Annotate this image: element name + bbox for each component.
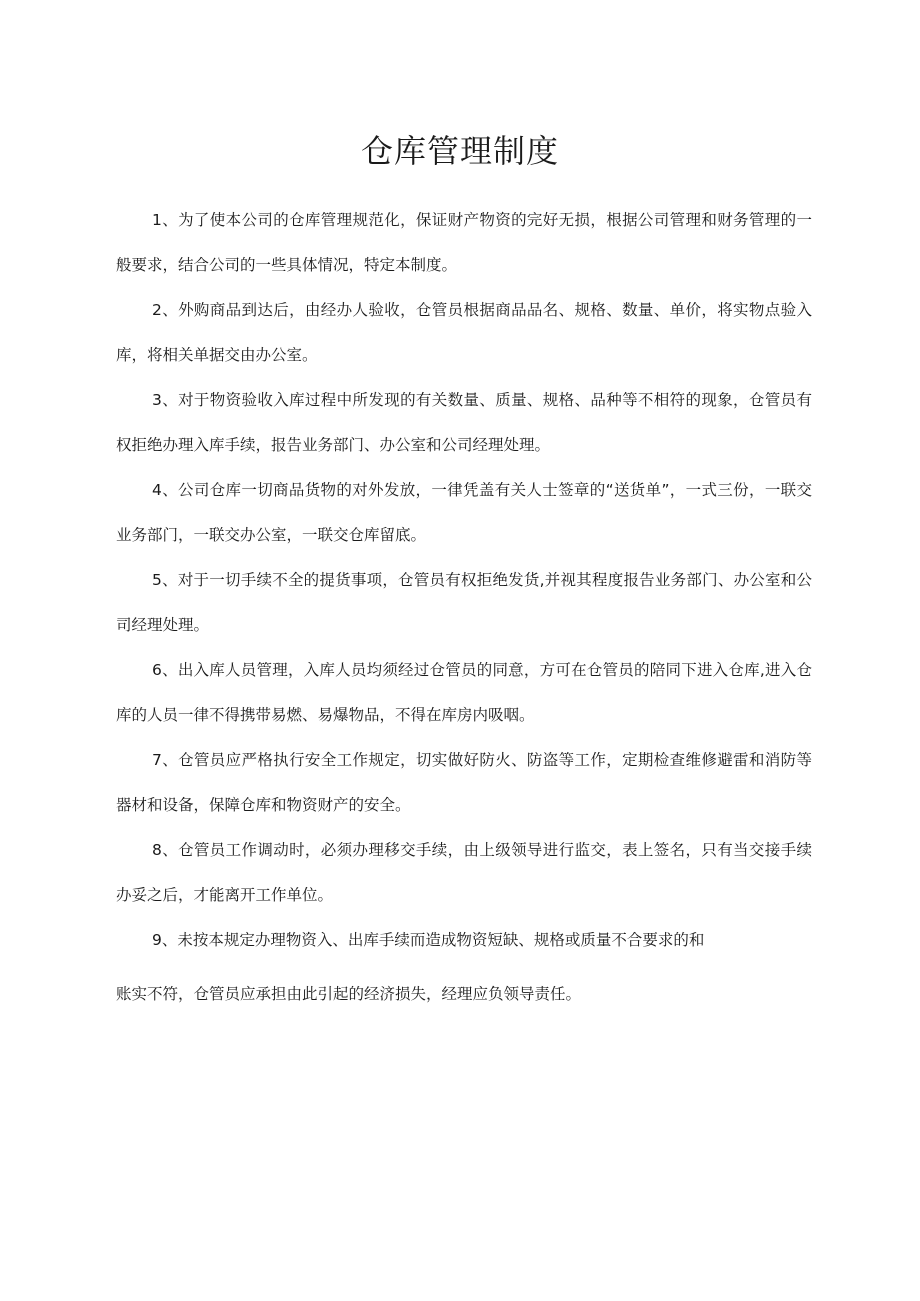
- clause-6: 6、出入库人员管理，入库人员均须经过仓管员的同意，方可在仓管员的陪同下进入仓库,进入仓库的人员一律不得携带易燃、易爆物品，不得在库房内吸咽。: [116, 661, 812, 724]
- clause-1: 1、为了使本公司的仓库管理规范化，保证财产物资的完好无损，根据公司管理和财务管理的一般要求，结合公司的一些具体情况，特定本制度。: [116, 211, 812, 274]
- clause-3: 3、对于物资验收入库过程中所发现的有关数量、质量、规格、品种等不相符的现象，仓管员有权拒绝办理入库手续，报告业务部门、办公室和公司经理处理。: [116, 391, 812, 454]
- clause-9: [116, 918, 812, 1017]
- clause-5: 5、对于一切手续不全的提货事项，仓管员有权拒绝发货,并视其程度报告业务部门、办公室和公司经理处理。: [116, 571, 812, 634]
- clause-8: 8、仓管员工作调动时，必须办理移交手续，由上级领导进行监交，表上签名，只有当交接手续办妥之后，才能离开工作单位。: [116, 841, 812, 904]
- clause-4: 4、公司仓库一切商品货物的对外发放，一律凭盖有关人士签章的“送货单”，一式三份，一联交业务部门，一联交办公室，一联交仓库留底。: [116, 481, 812, 544]
- clause-7: 7、仓管员应严格执行安全工作规定，切实做好防火、防盗等工作，定期检查维修避雷和消防等器材和设备，保障仓库和物资财产的安全。: [116, 751, 812, 814]
- clause-2: 2、外购商品到达后，由经办人验收，仓管员根据商品品名、规格、数量、单价，将实物点验入库，将相关单据交由办公室。: [116, 301, 812, 364]
- clause-list: [116, 198, 812, 1017]
- clause-9-line-1: 9、未按本规定办理物资入、出库手续而造成物资短缺、规格或质量不合要求的和: [152, 931, 705, 949]
- document-title: 仓库管理制度: [360, 132, 559, 170]
- clause-9-line-2: 账实不符，仓管员应承担由此引起的经济损失，经理应负领导责任。: [116, 985, 582, 1003]
